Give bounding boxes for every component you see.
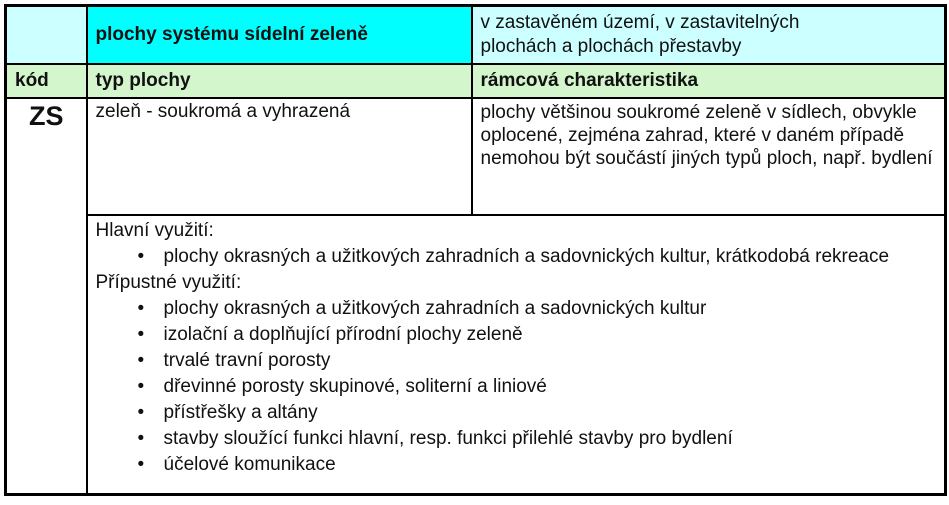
usage-list-item [96,296,937,322]
usage-item-text: plochy okrasných a užitkových zahradních a sadovnických kultur, krátkodobá rekreace [163,245,890,267]
usage-item-text: přístřešky a altány [163,401,318,423]
usage-item-text: stavby sloužící funkci hlavní, resp. funkci přilehlé stavby pro bydlení [163,427,733,449]
usage-list-item [96,452,937,478]
column-header-code: kód [6,64,87,98]
land-use-zone-table [4,4,947,496]
usage-item-text: dřevinné porosty skupinové, soliterní a liniové [163,375,547,397]
permitted-usage-label: Přípustné využití: [95,271,242,293]
usage-list-item [96,348,937,374]
column-header-type: typ plochy [87,64,472,98]
main-usage-label: Hlavní využití: [95,219,214,241]
bullet-icon: • [137,349,145,371]
usage-list-item [96,244,937,270]
usage-list-item [96,400,937,426]
zone-characteristic-cell: plochy většinou soukromé zeleně v sídlech, obvykle oplocené, zejména zahrad, které v daném případě nemohou být součástí jiných typů ploch, např. bydlení [472,98,946,215]
category-scope-text: v zastavěném území, v zastavitelných plochách a plochách přestavby [480,11,800,57]
bullet-icon: • [137,427,145,449]
usage-cell [87,215,946,495]
bullet-icon: • [137,323,145,345]
bullet-icon: • [137,401,145,423]
bullet-icon: • [137,453,145,475]
category-header-row [6,6,946,64]
usage-item-text: účelové komunikace [163,453,336,475]
column-header-row [6,64,946,98]
usage-list-item [96,374,937,400]
usage-item-text: trvalé travní porosty [163,349,331,371]
zone-row [6,98,946,215]
bullet-icon: • [137,375,145,397]
column-header-characteristic: rámcová charakteristika [472,64,946,98]
empty-corner-cell [6,6,87,64]
category-title-cell [87,6,472,64]
bullet-icon: • [137,245,145,267]
category-title-text: plochy systému sídelní zeleně [95,23,368,45]
usage-row [6,215,946,495]
usage-item-text: izolační a doplňující přírodní plochy zeleně [163,323,523,345]
zone-type-cell: zeleň - soukromá a vyhrazená [87,98,472,215]
usage-item-text: plochy okrasných a užitkových zahradních a sadovnických kultur [163,297,707,319]
usage-list-item [96,426,937,452]
category-scope-cell [472,6,946,64]
usage-list-item [96,322,937,348]
bullet-icon: • [137,297,145,319]
zone-code-cell: ZS [6,98,87,495]
